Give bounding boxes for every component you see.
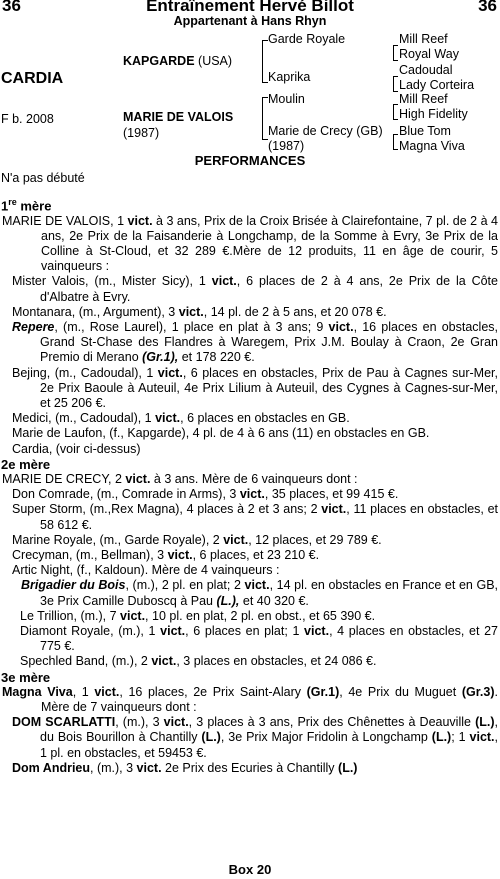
sire [123,54,232,68]
performances-text: N'a pas débuté [1,171,85,185]
entry-don-comrade: Don Comrade, (m., Comrade in Arms), 3 vict., 35 places, et 99 415 €. [12,487,399,502]
entry-marie-de-crecy: MARIE DE CRECY, 2 vict. à 3 ans. Mère de 6 vainqueurs dont : [2,471,358,486]
entry-le-trillion: Le Trillion, (m.), 7 vict., 10 pl. en plat, 2 pl. en obst., et 65 390 €. [20,608,376,623]
entry-super-storm: Super Storm, (m.,Rex Magna), 4 places à 2 et 3 ans; 2 vict., 11 places en obstacles, et 58 612 €. [12,502,499,532]
performances-heading: PERFORMANCES [194,153,306,168]
entry-cardia: Cardia, (voir ci-dessus) [12,441,141,456]
entry-crecyman: Crecyman, (m., Bellman), 3 vict., 6 places, et 23 210 €. [12,548,320,562]
box-number: Box 20 [228,862,272,877]
great-grandparent-1: Mill Reef [399,32,448,46]
entry-marie-de-valois: MARIE DE VALOIS, 1 vict. à 3 ans, Prix de la Croix Brisée à Clairefontaine, 7 pl. de 2 à 4 ans, 2e Prix de la Faisanderie à Longchamp, de la Somme à Evry, 3e Prix de la Colline à St-Cloud, et 32 289 €.Mère de 12 produits, 11 en âge de courir, 5 vainqueurs : [2,213,498,274]
horse-description: F b. 2008 [1,112,54,126]
entry-montanara: Montanara, (m., Argument), 3 vict., 14 pl. de 2 à 5 ans, et 20 078 €. [12,304,387,319]
dam-year: (1987) [123,126,160,140]
entry-marine-royale: Marine Royale, (m., Garde Royale), 2 vict., 12 places, et 29 789 €. [12,532,382,547]
page-number-right: 36 [478,0,497,15]
great-grandparent-8: Magna Viva [399,139,465,153]
entry-spechled-band: Spechled Band, (m.), 2 vict., 3 places en obstacles, et 24 086 €. [20,654,377,669]
entry-mister-valois: Mister Valois, (m., Mister Sicy), 1 vict., 6 places de 2 à 4 ans, 2e Prix de la Côte d'Albatre à Evry. [12,274,498,304]
page-number-left: 36 [2,0,21,15]
grandparent-4: Marie de Crecy (GB) [268,124,383,138]
great-grandparent-7: Blue Tom [399,124,451,138]
grandparent-2: Kaprika [268,70,311,84]
entry-dom-scarlatti: DOM SCARLATTI, (m.), 3 vict., 3 places à 3 ans, Prix des Chênettes à Deauville (L.), du Bois Bourillon à Chantilly (L.), 3e Prix Major Fridolin à Longchamp (L.); 1 vict., 1 pl. en obstacles, et 59453 €. [12,715,499,760]
horse-name: CARDIA [1,70,64,87]
entry-brigadier-du-bois: Brigadier du Bois, (m.), 2 pl. en plat; 2 vict., 14 pl. en obstacles en France et en GB, 3e Prix Camille Duboscq à Pau (L.), et 40 320 €. [21,578,499,608]
entry-magna-viva: Magna Viva, 1 vict., 16 places, 2e Prix Saint-Alary (Gr.1), 4e Prix du Muguet (Gr.3). Mère de 7 vainqueurs dont : [2,684,498,715]
great-grandparent-4: Lady Corteira [399,78,475,92]
family-history [1,195,498,776]
entry-medici: Medici, (m., Cadoudal), 1 vict., 6 places en obstacles en GB. [12,411,350,426]
section-second-dam: 2e mère [1,456,51,472]
section-first-dam: 1re mère [1,197,52,214]
great-grandparent-3: Cadoudal [399,63,453,77]
grandparent-1: Garde Royale [268,32,346,46]
grandparent-4-year: (1987) [268,139,305,153]
entry-artic-night: Artic Night, (f., Kaldoun). Mère de 4 vainqueurs : [12,563,280,578]
entry-marie-de-laufon: Marie de Laufon, (f., Kapgarde), 4 pl. de 4 à 6 ans (11) en obstacles en GB. [12,426,430,441]
section-third-dam: 3e mère [1,669,51,685]
page-title: Entraînement Hervé Billot [146,0,354,15]
great-grandparent-5: Mill Reef [399,92,448,106]
entry-bejing: Bejing, (m., Cadoudal), 1 vict., 6 places en obstacles, Prix de Pau à Cagnes sur-Mer, 2e Prix Baoule à Auteuil, 4e Prix Lilium à Auteuil, des Cygnes à Cagnes-sur-Mer, et 25 206 €. [12,365,498,410]
sire-origin: (USA) [198,54,233,68]
entry-repere: Repere, (m., Rose Laurel), 1 place en plat à 3 ans; 9 vict., 16 places en obstacles, Grand St-Chase des Flandres à Waregem, Prix J.M. Boulay à Craon, 2e Gran Premio di Merano (Gr.1), et 178 220 €. [12,319,498,365]
great-grandparent-6: High Fidelity [399,107,468,121]
dam-name: MARIE DE VALOIS [123,110,234,124]
entry-dom-andrieu: Dom Andrieu, (m.), 3 vict. 2e Prix des Ecuries à Chantilly (L.) [12,760,358,775]
entry-diamont-royale: Diamont Royale, (m.), 1 vict., 6 places en plat; 1 vict., 4 places en obstacles, et 27 775 €. [20,624,498,654]
grandparent-3: Moulin [268,92,305,106]
great-grandparent-2: Royal Way [399,47,459,61]
owner-line: Appartenant à Hans Rhyn [173,14,327,28]
sire-name: KAPGARDE [123,54,195,68]
